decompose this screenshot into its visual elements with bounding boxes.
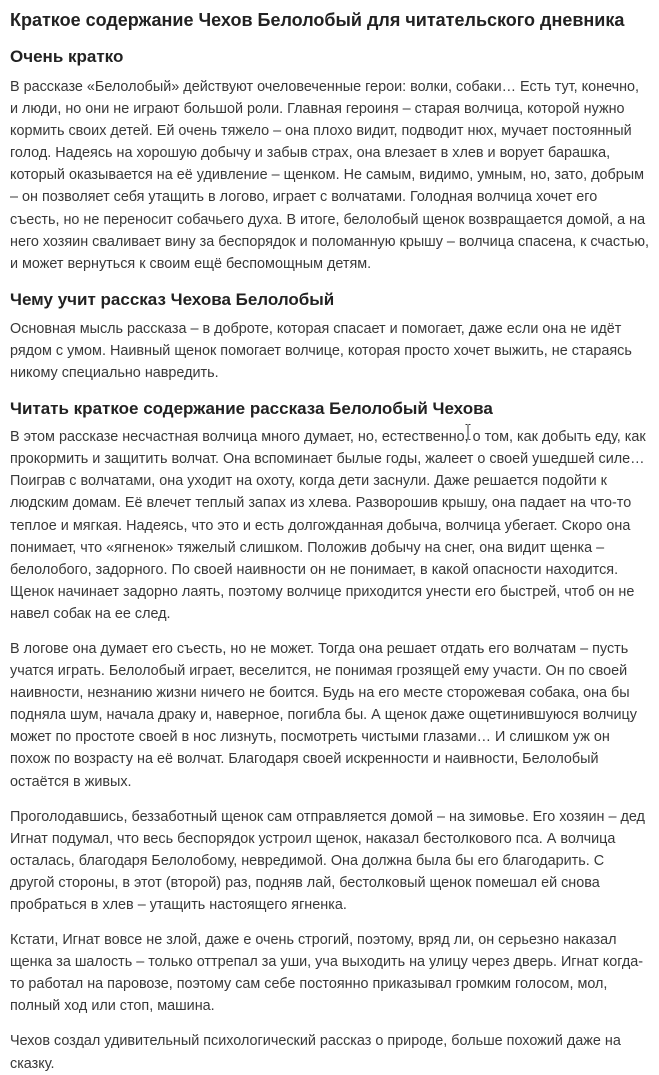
read-paragraph: В логове она думает его съесть, но не может. Тогда она решает отдать его волчатам – пусть учатся играть. Белолобый играет, веселится, не понимая грозящей ему участи. Он по своей наивности, незнанию жизни ничего не боится. Будь на его месте сторожевая собака, она бы подняла шум, начала драку и, наверное, погибла бы. А щенок даже ощетинившуюся волчицу может по простоте своей в нос лизнуть, посмотреть чистыми глазами… И слишком уж он похож по возрасту на её волчат. Благодаря своей искренности и наивности, Белолобый остаётся в живых. xyxy=(10,640,637,790)
section-heading-read: Читать краткое содержание рассказа Белолобый Чехова xyxy=(10,399,493,419)
section-heading-short: Очень кратко xyxy=(10,47,124,66)
read-paragraph: Чехов создал удивительный психологический рассказ о природе, больше похожий даже на сказку. xyxy=(10,1033,621,1072)
read-paragraph: Кстати, Игнат вовсе не злой, даже е очень строгий, поэтому, вряд ли, он серьезно наказал щенка за шалость – только оттрепал за уши, уча выходить на улицу через дверь. Игнат когда-то работал на паровозе, поэтому сам себе постоянно приказывал громким голосом, мол, полный ход или стоп, машина. xyxy=(10,932,644,1015)
section-heading-moral: Чему учит рассказ Чехова Белолобый xyxy=(10,289,335,309)
section-text-short: В рассказе «Белолобый» действуют очеловеченные герои: волки, собаки… Есть тут, конечно, и люди, но они не играют большой роли. Главная героиня – старая волчица, которой нужно кормить своих детей. Ей очень тяжело – она плохо видит, подводит нюх, мучает постоянный голод. Надеясь на хорошую добычу и забыв страх, она влезает в хлев и ворует барашка, который оказывается на её удивление – щенком. Не самым, видимо, умным, но, зато, добрым – он позволяет себя утащить в логово, играет с волчатами. Голодная волчица хочет его съесть, но не переносит собачьего духа. В итоге, белолобый щенок возвращается домой, а на него хозяин сваливает вину за беспорядок и поломанную крышу – волчица спасена, к счастью, и может вернуться к своим ещё беспомощным детям. xyxy=(10,79,649,272)
article-title: Краткое содержание Чехов Белолобый для читательского дневника xyxy=(10,10,625,30)
read-paragraph: В этом рассказе несчастная волчица много думает, но, естественно, о том, как добыть еду, как прокормить и защитить волчат. Она вспоминает былые годы, жалеет о своей ушедшей силе… Поиграв с волчатами, она уходит на охоту, когда дети заснули. Даже решается подойти к людским домам. Её влечет теплый запах из хлева. Разворошив крышу, она падает на что-то теплое и мягкая. Надеясь, что это и есть долгожданная добыча, волчица убегает. Скоро она понимает, что «ягненок» тяжелый слишком. Положив добычу на снег, она видит щенка – белолобого, задорного. По своей наивности он не понимает, в какой опасности находится. Щенок начинает задорно лаять, поэтому волчице приходится унести его быстрей, чтоб он не навел собак на ее след. xyxy=(10,429,646,622)
read-paragraph: Проголодавшись, беззаботный щенок сам отправляется домой – на зимовье. Его хозяин – дед Игнат подумал, что весь беспорядок устроил щенок, наказал бестолкового пса. А волчица осталась, благодаря Белолобому, невредимой. Она должна была бы его благодарить. С другой стороны, в этот (второй) раз, подняв лай, бестолковый щенок помешал ей снова пробраться в хлев – утащить настоящего ягненка. xyxy=(10,808,645,913)
section-text-moral: Основная мысль рассказа – в доброте, которая спасает и помогает, даже если она не идёт рядом с умом. Наивный щенок помогает волчице, которая просто хочет выжить, не стараясь никому специально навредить. xyxy=(10,320,632,382)
